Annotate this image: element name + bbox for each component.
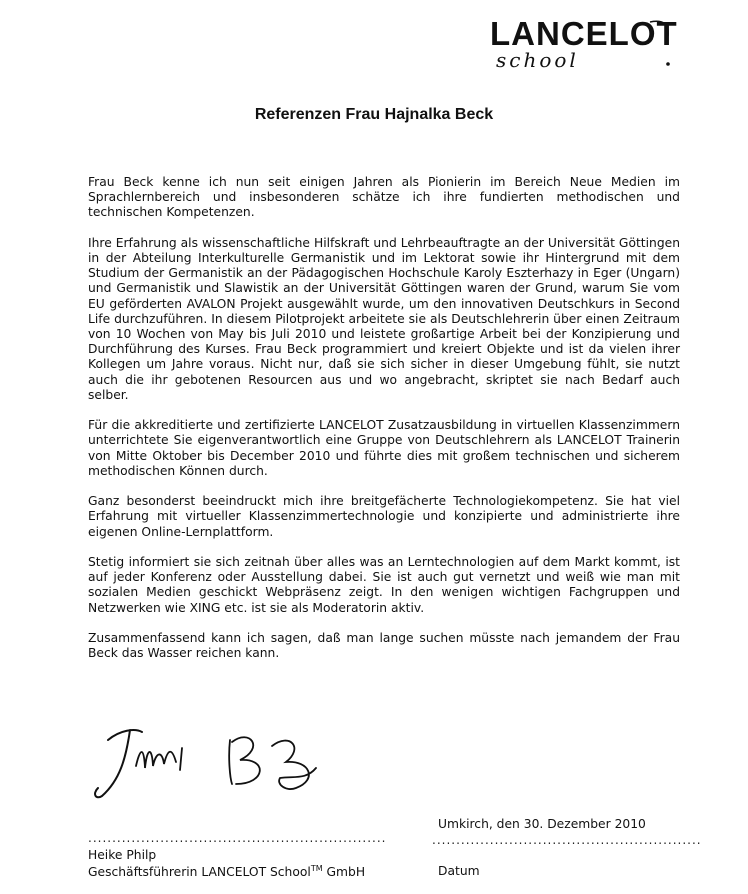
handwritten-signature xyxy=(90,718,330,818)
document-title: Referenzen Frau Hajnalka Beck xyxy=(254,106,494,123)
logo-wordmark: LANCELOT xyxy=(490,15,678,52)
paragraph-intro: Frau Beck kenne ich nun seit einigen Jahren als Pionierin im Bereich Neue Medien im Sprachlernbereich und insbesonderen schätze ich ihre fundierten methodischen und technischen Kompetenzen. xyxy=(88,175,680,220)
paragraph-summary: Zusammenfassend kann ich sagen, daß man lange suchen müsste nach jemandem der Frau Beck das Wasser reichen kann. xyxy=(88,631,680,661)
signer-role-suffix: GmbH xyxy=(322,865,366,880)
signature-line-right: ........................................................ xyxy=(432,833,702,847)
paragraph-networking: Stetig informiert sie sich zeitnah über alles was an Lerntechnologien auf dem Markt kommt, ist auf jeder Konferenz oder Ausstellung dabei. Sie ist auch gut vernetzt und weiß wie man mit sozialen Medien geschickt Webpräsenz zeigt. In den wenigen wichtigen Fachgruppen und Netzwerken wie XING etc. ist sie als Moderatorin aktiv. xyxy=(88,555,680,615)
signer-role-text: Geschäftsführerin LANCELOT School xyxy=(88,865,311,880)
paragraph-training: Für die akkreditierte und zertifizierte LANCELOT Zusatzausbildung in virtuellen Klassenzimmern unterrichtete Sie eigenverantwortlich eine Gruppe von Deutschlehrern als LANCELOT Trainerin von Mitte Oktober bis December 2010 und führte dies mit großem technischen und sicherem methodischen Können durch. xyxy=(88,418,680,478)
place-and-date: Umkirch, den 30. Dezember 2010 xyxy=(438,817,646,831)
signer-role xyxy=(88,864,365,879)
paragraph-experience: Ihre Erfahrung als wissenschaftliche Hilfskraft und Lehrbeauftragte an der Universität Göttingen in der Abteilung Interkulturelle Germanistik und im Lektorat sowie ihr Hintergrund mit dem Studium der Germanistik an der Pädagogischen Hochschule Karoly Eszterhazy in Eger (Ungarn) und Germanistik und Slawistik an der Universität Göttingen waren der Grund, warum Sie vom EU geförderten AVALON Projekt ausgewählt wurde, um den innovativen Deutschkurs in Second Life durchzuführen. In diesem Pilotprojekt arbeitete sie als Deutschlehrerin über einen Zeitraum von 10 Wochen von May bis Juli 2010 und leistete großartige Arbeit bei der Konzipierung und Durchführung des Kurses. Frau Beck programmiert und kreiert Objekte und ist da vielen ihrer Kollegen um Jahre voraus. Nicht nur, daß sie sich sicher in dieser Umgebung fühlt, sie nutzt auch die ihr gebotenen Resourcen aus und wo angebracht, skriptet sie nach Bedarf auch selber. xyxy=(88,235,680,402)
date-label: Datum xyxy=(438,864,480,878)
paragraph-technology: Ganz besonderst beeindruckt mich ihre breitgefächerte Technologiekompetenz. Sie hat viel Erfahrung mit virtueller Klassenzimmertechnologie und konzipierte und administrierte ihre eigenen Online-Lernplattform. xyxy=(88,494,680,539)
signature-line-left: .............................................................. xyxy=(88,831,387,845)
letter-body xyxy=(88,175,680,677)
logo-swoosh-icon xyxy=(610,14,670,74)
signer-name: Heike Philp xyxy=(88,848,157,862)
logo-subtitle: school xyxy=(496,48,579,72)
lancelot-school-logo xyxy=(490,14,680,74)
trademark-mark: TM xyxy=(310,864,323,873)
